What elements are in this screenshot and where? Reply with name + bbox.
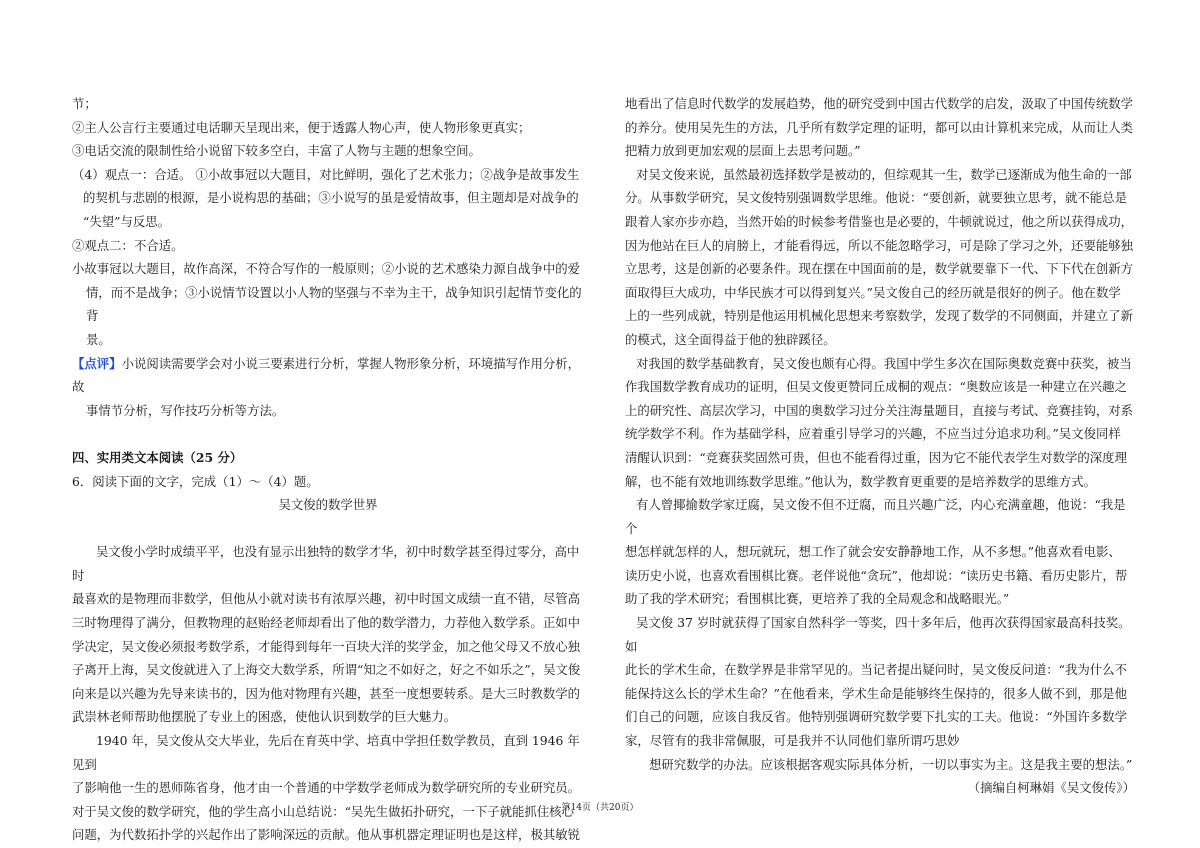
- article-line: 的养分。使用吴先生的方法，几乎所有数学定理的证明，都可以由计算机来完成，从而让人类: [625, 119, 1134, 135]
- answer-line: 小故事冠以大题目，故作高深，不符合写作的一般原则；②小说的艺术感染力源自战争中的爱: [72, 261, 581, 277]
- article-line: 上的一些列成就，特别是他运用机械化思想来考察数学，发现了数学的不同侧面，并建立了新: [625, 308, 1134, 324]
- article-line: 吴文俊小学时成绩平平，也没有显示出独特的数学才华，初中时数学甚至得过零分，高中时: [72, 544, 580, 583]
- article-line: 对吴文俊来说，虽然最初选择数学是被动的，但综观其一生，数学已逐渐成为他生命的一部: [636, 166, 1132, 182]
- article-line: 们自己的问题，应该自我反省。他特别强调研究数学要下扎实的工夫。他说：“外国许多数学: [625, 709, 1127, 725]
- article-line: 子离开上海，吴文俊就进入了上海交大数学系，所谓“知之不如好之，好之不如乐之”，吴文俊: [72, 662, 581, 678]
- article-line: 地看出了信息时代数学的发展趋势，他的研究受到中国古代数学的启发，汲取了中国传统数学: [625, 96, 1134, 111]
- article-line: 跟着人家亦步亦趋，当然开始的时候参考借鉴也是必要的，牛顿就说过，他之所以获得成功，: [625, 213, 1134, 229]
- article-line: 向来是以兴趣为先导来读书的，因为他对物理有兴趣，甚至一度想要转系。是大三时教数学的: [72, 685, 581, 701]
- article-line: 对我国的数学基础教育，吴文俊也颇有心得。我国中学生多次在国际奥数竞赛中获奖，被当: [636, 355, 1132, 371]
- article-line: 了影响他一生的恩师陈省身，他才由一个普通的中学数学老师成为数学研究所的专业研究员。: [72, 780, 581, 796]
- article-line: 上的研究性、高层次学习，中国的奥数学习过分关注海量题目，直接与考试、竞赛挂钩，对系: [625, 402, 1134, 418]
- article-line: 的模式，这全面得益于他的独辟蹊径。: [625, 331, 836, 347]
- article-line: 想研究数学的办法。应该根据客观实际具体分析，一切以事实为主。这是我主要的想法。”: [649, 756, 1133, 772]
- article-line: 因为他站在巨人的肩膀上，才能看得远，所以不能忽略学习，可是除了学习之外，还要能够独: [625, 237, 1134, 253]
- article-line: 清醒认识到：“竞赛获奖固然可贵，但也不能看得过重，因为它不能代表学生对数学的深度理: [625, 449, 1127, 465]
- answer-line: ②观点二：不合适。: [72, 237, 184, 253]
- article-title: 吴文俊的数学世界: [278, 497, 378, 513]
- left-column: [72, 92, 584, 847]
- section-heading: 四、实用类文本阅读（25 分）: [72, 449, 243, 465]
- article-line: 作我国数学教育成功的证明，但吴文俊更赞同丘成桐的观点：“奥数应该是一种建立在兴趣之: [625, 379, 1127, 395]
- answer-line: 景。: [86, 331, 111, 347]
- article-line: 面取得巨大成功，中华民族才可以得到复兴。”吴文俊自己的经历就是很好的例子。他在数学: [625, 284, 1121, 300]
- article-line: 读历史小说，也喜欢看围棋比赛。老伴说他“贪玩”，他却说：“读历史书籍、看历史影片，帮: [625, 567, 1128, 583]
- question-prompt: 6．阅读下面的文字，完成（1）～（4）题。: [72, 473, 319, 489]
- article-line: 解，也不能有效地训练数学思维。”他认为，数学教育更重要的是培养数学的思维方式。: [625, 473, 1096, 489]
- article-line: 立思考，这是创新的必要条件。现在摆在中国面前的是，数学就要靠下一代、下下代在创新方: [625, 261, 1134, 277]
- answer-line: 的契机与悲剧的根源，是小说构思的基础；③小说写的虽是爱情故事，但主题却是对战争的: [83, 190, 579, 206]
- comment-text: 小说阅读需要学会对小说三要素进行分析，掌握人物形象分析，环境描写作用分析，故: [72, 355, 581, 395]
- article-line: 1940 年，吴文俊从交大毕业，先后在育英中学、培真中学担任数学教员，直到 1946 年见到: [72, 733, 580, 772]
- article-line: 想怎样就怎样的人，想玩就玩，想工作了就会安安静静地工作，从不多想。”他喜欢看电影、: [625, 544, 1121, 560]
- article-line: 分。从事数学研究，吴文俊特别强调数学思维。他说：“要创新，就要独立思考，就不能总是: [625, 190, 1127, 206]
- answer-line: ③电话交流的限制性给小说留下较多空白，丰富了人物与主题的想象空间。: [72, 143, 481, 159]
- right-column: [625, 92, 1135, 800]
- article-line: 家，尽管有的我非常佩服，可是我并不认同他们靠所谓巧思妙: [625, 733, 960, 749]
- article-line: 吴文俊 37 岁时就获得了国家自然科学一等奖，四十多年后，他再次获得国家最高科技奖。如: [625, 615, 1131, 654]
- page-footer: 第14页（共20页）: [561, 803, 639, 813]
- article-line: 三时物理得了满分，但教物理的赵贻经老师却看出了他的数学潜力，力荐他入数学系。正如中: [72, 615, 581, 631]
- answer-line: “失望”与反思。: [83, 213, 171, 229]
- article-line: 助了我的学术研究；看围棋比赛，更培养了我的全局观念和战略眼光。”: [625, 591, 1010, 607]
- article-line: 把精力放到更加宏观的层面上去思考问题。”: [625, 143, 861, 159]
- article-line: 问题，为代数拓扑学的兴起作出了影响深远的贡献。他从事机器定理证明也是这样，极其敏锐: [72, 827, 581, 843]
- answer-line: 情，而不是战争；③小说情节设置以小人物的坚强与不幸为主干，战争知识引起情节变化的背: [86, 284, 582, 324]
- article-line: 对于吴文俊的数学研究，他的学生高小山总结说：“吴先生做拓扑研究，一下子就能抓住核心: [72, 803, 574, 819]
- comment-tag: 【点评】: [72, 355, 122, 371]
- answer-line: 节；: [72, 96, 97, 111]
- article-line: 统学数学不利。作为基础学科，应着重引导学习的兴趣，不应当过分追求功利。”吴文俊同样: [625, 426, 1121, 442]
- answer-line: （4）观点一：合适。 ①小故事冠以大题目，对比鲜明，强化了艺术张力；②战争是故事发生: [72, 166, 580, 182]
- article-line: 学决定，吴文俊必须报考数学系，才能得到每年一百块大洋的奖学金，加之他父母又不放心独: [72, 638, 581, 654]
- comment-line: 事情节分析，写作技巧分析等方法。: [86, 402, 285, 418]
- article-line: 此长的学术生命，在数学界是非常罕见的。当记者提出疑问时，吴文俊反问道：“我为什么不: [625, 662, 1127, 678]
- answer-line: ②主人公言行主要通过电话聊天呈现出来，便于透露人物心声，使人物形象更真实；: [72, 119, 531, 135]
- comment-line: [72, 352, 584, 399]
- article-line: 能保持这么长的学术生命？”在他看来，学术生命是能够终生保持的，很多人做不到，那是他: [625, 685, 1127, 701]
- article-source: （摘编自柯琳娟《吴文俊传》）: [967, 780, 1135, 796]
- article-line: 最喜欢的是物理而非数学，但他从小就对读书有浓厚兴趣，初中时国文成绩一直不错，尽管高: [72, 591, 581, 607]
- article-line: 武崇林老师帮助他摆脱了专业上的困惑，使他认识到数学的巨大魅力。: [72, 709, 457, 725]
- article-line: 有人曾揶揄数学家迂腐，吴文俊不但不迂腐，而且兴趣广泛，内心充满童趣，他说：“我是个: [625, 497, 1126, 536]
